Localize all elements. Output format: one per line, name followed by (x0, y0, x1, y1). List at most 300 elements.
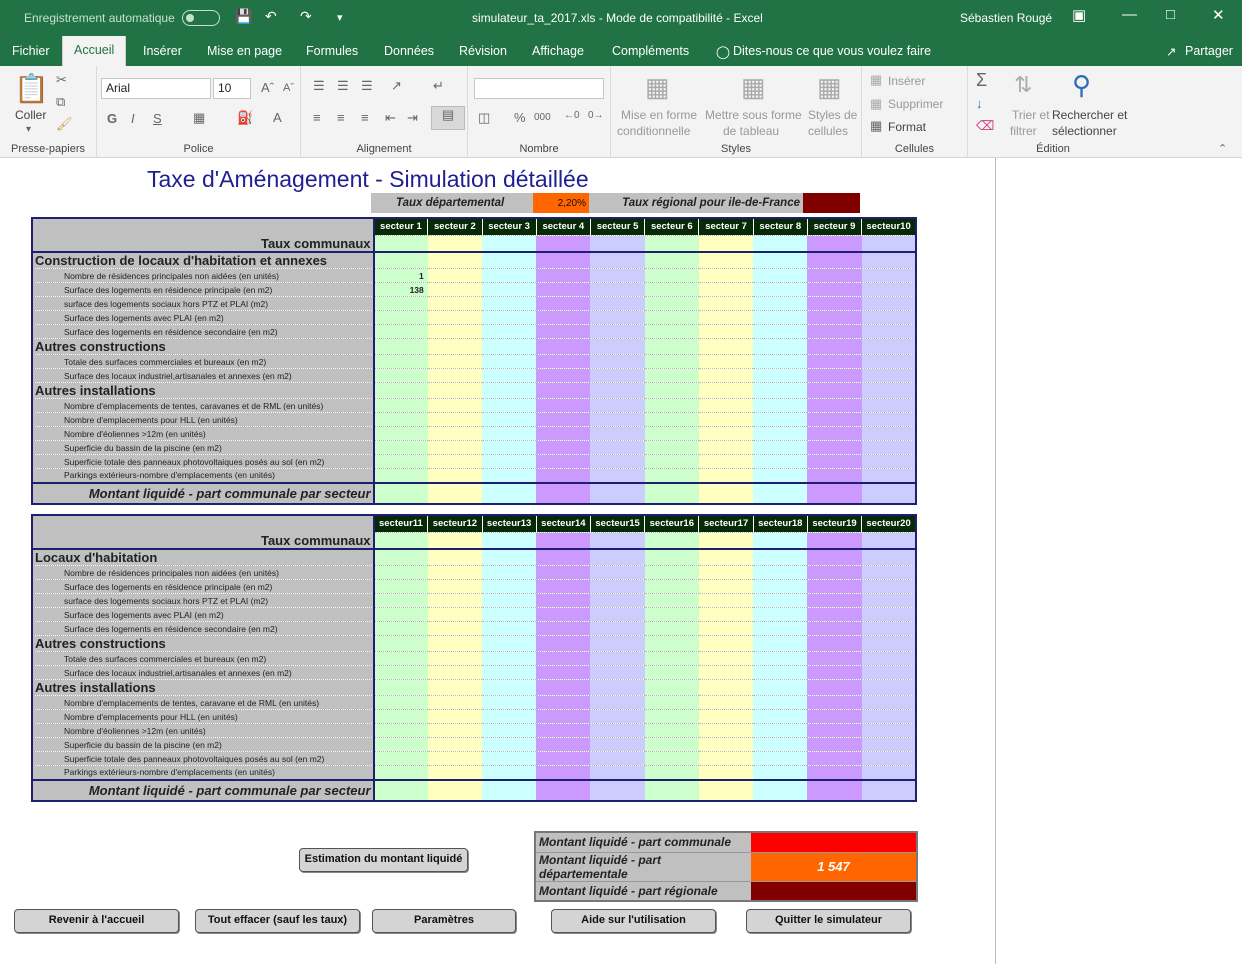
insert-cells-icon[interactable]: ▦ (870, 72, 883, 87)
input-cell[interactable] (862, 636, 916, 652)
input-cell[interactable] (862, 566, 916, 580)
input-cell[interactable] (753, 752, 807, 766)
share-icon[interactable]: ↗ (1166, 45, 1177, 59)
input-cell[interactable] (590, 469, 644, 483)
input-cell[interactable] (428, 455, 482, 469)
input-cell[interactable] (536, 580, 590, 594)
user-name[interactable]: Sébastien Rougé (960, 11, 1053, 25)
input-cell[interactable] (753, 339, 807, 355)
input-cell[interactable] (482, 355, 536, 369)
format-as-table-label-2[interactable]: de tableau (723, 124, 780, 138)
input-cell[interactable] (807, 594, 861, 608)
input-cell[interactable] (862, 455, 916, 469)
input-cell[interactable] (428, 752, 482, 766)
input-cell[interactable] (482, 369, 536, 383)
input-cell[interactable] (807, 652, 861, 666)
input-cell[interactable] (428, 549, 482, 566)
input-cell[interactable] (862, 580, 916, 594)
input-cell[interactable] (862, 652, 916, 666)
taux-cell[interactable] (699, 235, 753, 252)
input-cell[interactable] (428, 652, 482, 666)
taux-departemental-value[interactable]: 2,20% (533, 193, 589, 213)
taux-cell[interactable] (374, 235, 428, 252)
input-cell[interactable] (699, 441, 753, 455)
tab-complements[interactable]: Compléments (612, 44, 690, 58)
input-cell[interactable] (753, 622, 807, 636)
input-cell[interactable] (590, 427, 644, 441)
taux-cell[interactable] (862, 235, 916, 252)
input-cell[interactable] (590, 413, 644, 427)
paste-button[interactable]: Coller (15, 108, 47, 122)
align-right-icon[interactable]: ≡ (361, 110, 369, 125)
format-cells-icon[interactable]: ▦ (870, 118, 883, 133)
underline-icon[interactable]: S (153, 111, 162, 126)
input-cell[interactable] (699, 269, 753, 283)
fill-icon[interactable]: ↓ (976, 96, 983, 111)
input-cell[interactable] (699, 580, 753, 594)
tab-fichier[interactable]: Fichier (12, 44, 50, 58)
input-cell[interactable] (374, 652, 428, 666)
input-cell[interactable] (699, 325, 753, 339)
wrap-text-icon[interactable]: ↵ (433, 78, 444, 93)
input-cell[interactable] (590, 636, 644, 652)
taux-cell[interactable] (536, 532, 590, 549)
delete-cells-button[interactable]: Supprimer (888, 97, 944, 111)
input-cell[interactable] (807, 469, 861, 483)
input-cell[interactable] (862, 297, 916, 311)
input-cell[interactable] (482, 752, 536, 766)
input-cell[interactable] (374, 710, 428, 724)
input-cell[interactable] (645, 413, 699, 427)
input-cell[interactable] (374, 427, 428, 441)
paste-icon[interactable]: 📋 (14, 73, 49, 104)
input-cell[interactable] (482, 383, 536, 399)
input-cell[interactable] (807, 580, 861, 594)
input-cell[interactable] (428, 724, 482, 738)
input-cell[interactable] (807, 608, 861, 622)
input-cell[interactable] (645, 252, 699, 269)
input-cell[interactable] (590, 710, 644, 724)
input-cell[interactable] (699, 399, 753, 413)
input-cell[interactable] (536, 339, 590, 355)
input-cell[interactable] (807, 355, 861, 369)
input-cell[interactable] (862, 766, 916, 780)
input-cell[interactable] (374, 696, 428, 710)
input-cell[interactable] (482, 252, 536, 269)
input-cell[interactable] (753, 252, 807, 269)
input-cell[interactable] (374, 738, 428, 752)
orientation-icon[interactable]: ↗ (391, 78, 402, 93)
input-cell[interactable] (590, 549, 644, 566)
cell-styles-label-1[interactable]: Styles de (808, 108, 858, 122)
input-cell[interactable] (862, 311, 916, 325)
input-cell[interactable] (645, 339, 699, 355)
input-cell[interactable] (428, 311, 482, 325)
input-cell[interactable] (699, 680, 753, 696)
input-cell[interactable] (482, 469, 536, 483)
input-cell[interactable] (428, 766, 482, 780)
input-cell[interactable] (862, 549, 916, 566)
input-cell[interactable] (699, 283, 753, 297)
tab-accueil[interactable]: Accueil (62, 36, 126, 66)
paste-dropdown-icon[interactable]: ▾ (26, 124, 32, 135)
accounting-icon[interactable]: ◫ (478, 110, 491, 125)
input-cell[interactable] (590, 269, 644, 283)
input-cell[interactable] (428, 469, 482, 483)
input-cell[interactable] (862, 696, 916, 710)
conditional-format-label-2[interactable]: conditionnelle (617, 124, 691, 138)
input-cell[interactable] (536, 311, 590, 325)
input-cell[interactable] (753, 311, 807, 325)
input-cell[interactable] (536, 724, 590, 738)
cut-icon[interactable]: ✂ (56, 72, 67, 87)
input-cell[interactable] (753, 766, 807, 780)
italic-icon[interactable]: I (131, 111, 135, 126)
input-cell[interactable] (699, 622, 753, 636)
input-cell[interactable] (374, 369, 428, 383)
input-cell[interactable] (862, 252, 916, 269)
input-cell[interactable] (699, 383, 753, 399)
input-cell[interactable] (374, 383, 428, 399)
input-cell[interactable] (645, 766, 699, 780)
input-cell[interactable] (482, 580, 536, 594)
taux-cell[interactable] (645, 235, 699, 252)
font-name-box[interactable]: Arial (101, 78, 211, 99)
input-cell[interactable] (482, 652, 536, 666)
input-cell[interactable] (699, 369, 753, 383)
input-cell[interactable] (374, 636, 428, 652)
input-cell[interactable] (374, 766, 428, 780)
input-cell[interactable] (645, 399, 699, 413)
input-cell[interactable] (645, 652, 699, 666)
input-cell[interactable] (590, 252, 644, 269)
input-cell[interactable] (807, 680, 861, 696)
input-cell[interactable] (482, 269, 536, 283)
find-select-label-2[interactable]: sélectionner (1052, 124, 1117, 138)
taux-cell[interactable] (645, 532, 699, 549)
input-cell[interactable] (862, 738, 916, 752)
customize-qat-icon[interactable]: ▾ (337, 12, 343, 24)
input-cell[interactable] (645, 752, 699, 766)
input-cell[interactable] (374, 666, 428, 680)
summary-value[interactable] (751, 881, 917, 901)
input-cell[interactable] (428, 369, 482, 383)
input-cell[interactable] (645, 297, 699, 311)
input-cell[interactable] (536, 710, 590, 724)
input-cell[interactable] (374, 399, 428, 413)
input-cell[interactable]: 1 (374, 269, 428, 283)
input-cell[interactable] (699, 752, 753, 766)
input-cell[interactable] (862, 752, 916, 766)
input-cell[interactable] (753, 427, 807, 441)
input-cell[interactable] (645, 455, 699, 469)
input-cell[interactable] (536, 369, 590, 383)
input-cell[interactable] (590, 696, 644, 710)
font-color-icon[interactable]: A (273, 110, 282, 125)
delete-cells-icon[interactable]: ▦ (870, 96, 883, 111)
input-cell[interactable] (807, 441, 861, 455)
input-cell[interactable] (807, 339, 861, 355)
input-cell[interactable] (807, 549, 861, 566)
autosum-icon[interactable]: Σ (976, 70, 988, 90)
format-as-table-label-1[interactable]: Mettre sous forme (705, 108, 802, 122)
close-icon[interactable]: ✕ (1212, 7, 1225, 24)
input-cell[interactable] (482, 680, 536, 696)
input-cell[interactable] (699, 766, 753, 780)
cell-styles-icon[interactable]: ▦ (817, 72, 842, 102)
input-cell[interactable] (428, 413, 482, 427)
input-cell[interactable] (482, 455, 536, 469)
input-cell[interactable] (536, 269, 590, 283)
input-cell[interactable] (753, 399, 807, 413)
input-cell[interactable] (862, 413, 916, 427)
input-cell[interactable] (428, 297, 482, 311)
input-cell[interactable] (645, 441, 699, 455)
input-cell[interactable] (482, 549, 536, 566)
input-cell[interactable] (428, 325, 482, 339)
input-cell[interactable] (536, 399, 590, 413)
input-cell[interactable] (482, 297, 536, 311)
input-cell[interactable] (536, 622, 590, 636)
input-cell[interactable] (753, 710, 807, 724)
taux-cell[interactable] (428, 532, 482, 549)
input-cell[interactable] (645, 469, 699, 483)
input-cell[interactable] (590, 594, 644, 608)
input-cell[interactable] (807, 297, 861, 311)
increase-decimal-icon[interactable]: ←0 (564, 110, 580, 121)
input-cell[interactable] (482, 427, 536, 441)
taux-cell[interactable] (590, 532, 644, 549)
input-cell[interactable] (536, 752, 590, 766)
input-cell[interactable] (482, 339, 536, 355)
input-cell[interactable] (753, 608, 807, 622)
decrease-indent-icon[interactable]: ⇤ (385, 110, 396, 125)
input-cell[interactable] (753, 413, 807, 427)
input-cell[interactable] (699, 724, 753, 738)
input-cell[interactable] (374, 339, 428, 355)
input-cell[interactable] (374, 413, 428, 427)
input-cell[interactable] (482, 283, 536, 297)
input-cell[interactable] (862, 622, 916, 636)
input-cell[interactable] (428, 383, 482, 399)
taux-cell[interactable] (374, 532, 428, 549)
parametres-button[interactable]: Paramètres (372, 909, 516, 933)
input-cell[interactable] (645, 325, 699, 339)
minimize-icon[interactable]: — (1122, 6, 1137, 23)
input-cell[interactable] (645, 710, 699, 724)
merge-center-icon[interactable]: ▤ (431, 106, 465, 130)
input-cell[interactable] (482, 738, 536, 752)
input-cell[interactable] (753, 680, 807, 696)
input-cell[interactable] (428, 269, 482, 283)
input-cell[interactable] (753, 325, 807, 339)
input-cell[interactable] (862, 594, 916, 608)
input-cell[interactable] (807, 383, 861, 399)
input-cell[interactable] (482, 608, 536, 622)
summary-value[interactable] (751, 832, 917, 852)
format-painter-icon[interactable]: 🖌 (56, 116, 73, 131)
input-cell[interactable] (428, 441, 482, 455)
input-cell[interactable] (807, 752, 861, 766)
input-cell[interactable] (807, 738, 861, 752)
input-cell[interactable] (482, 413, 536, 427)
input-cell[interactable] (536, 652, 590, 666)
increase-indent-icon[interactable]: ⇥ (407, 110, 418, 125)
input-cell[interactable] (482, 666, 536, 680)
input-cell[interactable] (428, 666, 482, 680)
input-cell[interactable] (374, 325, 428, 339)
input-cell[interactable] (536, 441, 590, 455)
input-cell[interactable] (536, 636, 590, 652)
input-cell[interactable] (428, 636, 482, 652)
input-cell[interactable] (590, 666, 644, 680)
input-cell[interactable] (862, 355, 916, 369)
input-cell[interactable] (590, 608, 644, 622)
input-cell[interactable] (590, 652, 644, 666)
input-cell[interactable] (428, 710, 482, 724)
sort-filter-icon[interactable]: ⇅ (1014, 72, 1033, 97)
input-cell[interactable] (699, 594, 753, 608)
insert-cells-button[interactable]: Insérer (888, 74, 926, 88)
input-cell[interactable] (807, 766, 861, 780)
input-cell[interactable] (428, 339, 482, 355)
fill-color-icon[interactable]: ⛽ (237, 110, 254, 125)
input-cell[interactable] (753, 652, 807, 666)
align-middle-icon[interactable]: ☰ (337, 78, 349, 93)
input-cell[interactable] (862, 399, 916, 413)
undo-icon[interactable]: ↶ (265, 8, 277, 24)
input-cell[interactable] (482, 622, 536, 636)
input-cell[interactable] (536, 696, 590, 710)
taux-cell[interactable] (862, 532, 916, 549)
find-select-icon[interactable]: ⚲ (1072, 70, 1092, 100)
aide-button[interactable]: Aide sur l'utilisation (551, 909, 716, 933)
input-cell[interactable] (699, 652, 753, 666)
input-cell[interactable] (590, 311, 644, 325)
input-cell[interactable] (374, 752, 428, 766)
input-cell[interactable] (645, 311, 699, 325)
input-cell[interactable] (753, 666, 807, 680)
input-cell[interactable] (862, 383, 916, 399)
revenir-accueil-button[interactable]: Revenir à l'accueil (14, 909, 179, 933)
input-cell[interactable] (374, 355, 428, 369)
input-cell[interactable] (374, 297, 428, 311)
input-cell[interactable] (536, 455, 590, 469)
input-cell[interactable] (807, 622, 861, 636)
input-cell[interactable] (699, 455, 753, 469)
input-cell[interactable] (645, 594, 699, 608)
input-cell[interactable] (374, 455, 428, 469)
find-select-label-1[interactable]: Rechercher et (1052, 108, 1128, 122)
input-cell[interactable] (753, 594, 807, 608)
input-cell[interactable] (807, 311, 861, 325)
decrease-font-icon[interactable]: Aˇ (283, 82, 294, 94)
input-cell[interactable] (753, 455, 807, 469)
input-cell[interactable] (699, 710, 753, 724)
input-cell[interactable] (590, 724, 644, 738)
input-cell[interactable] (536, 355, 590, 369)
input-cell[interactable] (753, 383, 807, 399)
input-cell[interactable] (536, 594, 590, 608)
input-cell[interactable] (428, 622, 482, 636)
input-cell[interactable] (536, 738, 590, 752)
input-cell[interactable] (482, 710, 536, 724)
input-cell[interactable] (482, 311, 536, 325)
input-cell[interactable] (482, 636, 536, 652)
input-cell[interactable] (645, 580, 699, 594)
thousands-icon[interactable]: 000 (534, 112, 551, 123)
taux-cell[interactable] (428, 235, 482, 252)
input-cell[interactable] (536, 252, 590, 269)
tab-formules[interactable]: Formules (306, 44, 359, 58)
estimation-button[interactable]: Estimation du montant liquidé (299, 848, 468, 872)
input-cell[interactable] (699, 566, 753, 580)
input-cell[interactable] (699, 311, 753, 325)
input-cell[interactable] (807, 413, 861, 427)
input-cell[interactable] (862, 680, 916, 696)
input-cell[interactable] (590, 297, 644, 311)
input-cell[interactable] (482, 766, 536, 780)
align-bottom-icon[interactable]: ☰ (361, 78, 373, 93)
input-cell[interactable] (482, 441, 536, 455)
input-cell[interactable] (536, 413, 590, 427)
input-cell[interactable] (482, 696, 536, 710)
input-cell[interactable] (482, 399, 536, 413)
input-cell[interactable] (590, 355, 644, 369)
input-cell[interactable] (807, 252, 861, 269)
input-cell[interactable] (862, 325, 916, 339)
input-cell[interactable] (753, 696, 807, 710)
input-cell[interactable] (536, 608, 590, 622)
input-cell[interactable] (374, 252, 428, 269)
input-cell[interactable] (753, 549, 807, 566)
redo-icon[interactable]: ↷ (300, 8, 312, 24)
input-cell[interactable] (374, 608, 428, 622)
input-cell[interactable] (590, 738, 644, 752)
input-cell[interactable] (807, 696, 861, 710)
input-cell[interactable] (753, 297, 807, 311)
input-cell[interactable] (862, 441, 916, 455)
taux-cell[interactable] (482, 532, 536, 549)
input-cell[interactable] (482, 566, 536, 580)
input-cell[interactable] (862, 283, 916, 297)
increase-font-icon[interactable]: Aˆ (261, 80, 274, 95)
input-cell[interactable] (645, 283, 699, 297)
input-cell[interactable] (590, 283, 644, 297)
input-cell[interactable] (645, 355, 699, 369)
format-cells-button[interactable]: Format (888, 120, 927, 134)
input-cell[interactable] (699, 696, 753, 710)
taux-cell[interactable] (536, 235, 590, 252)
input-cell[interactable] (807, 636, 861, 652)
input-cell[interactable] (428, 696, 482, 710)
input-cell[interactable] (753, 369, 807, 383)
input-cell[interactable] (374, 549, 428, 566)
input-cell[interactable] (753, 469, 807, 483)
input-cell[interactable] (536, 297, 590, 311)
input-cell[interactable] (428, 427, 482, 441)
input-cell[interactable] (862, 427, 916, 441)
input-cell[interactable] (590, 455, 644, 469)
input-cell[interactable] (374, 566, 428, 580)
input-cell[interactable] (590, 766, 644, 780)
taux-cell[interactable] (807, 235, 861, 252)
conditional-format-label-1[interactable]: Mise en forme (621, 108, 698, 122)
input-cell[interactable] (374, 469, 428, 483)
input-cell[interactable] (645, 724, 699, 738)
bold-icon[interactable]: G (107, 111, 118, 126)
input-cell[interactable] (862, 339, 916, 355)
